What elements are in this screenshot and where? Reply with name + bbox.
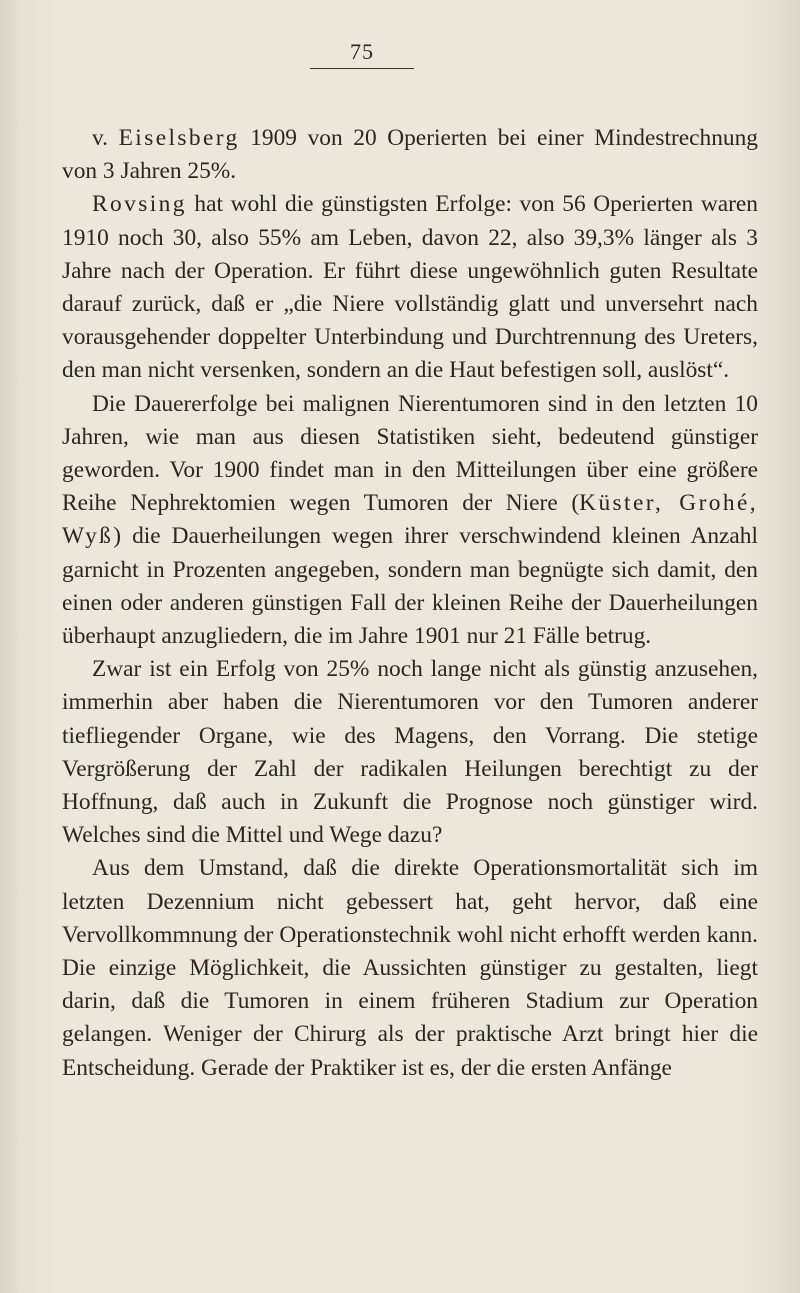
author-name: Eiselsberg xyxy=(118,125,240,151)
paragraph xyxy=(62,852,758,1084)
author-name: Rovsing xyxy=(92,191,187,218)
body-text xyxy=(62,122,758,1085)
paragraph-text: ) die Dauerheilungen wegen ihrer verschwindend kleinen Anzahl garnicht in Prozenten angegeben, sondern man begnügte sich damit, den einen oder anderen günstigen Fall der kleinen Reihe der Dauerheilungen überhaupt anzugliedern, die im Jahre 1901 nur 21 Fälle betrug. xyxy=(62,523,758,650)
page-header xyxy=(310,40,414,69)
paragraph xyxy=(62,188,758,387)
header-rule xyxy=(310,68,414,69)
paragraph-text: v. xyxy=(92,125,119,151)
paragraph-text: Die Dauererfolge bei malignen Nierentumoren sind in den letzten 10 Jahren, wie man aus diesen Statistiken sieht, bedeutend günstiger geworden. Vor 1900 findet man in den Mitteilungen über eine größere Reihe Nephrektomien wegen Tumoren der Niere ( xyxy=(62,390,758,517)
paragraph xyxy=(62,122,758,188)
paragraph-text: hat wohl die günstigsten Erfolge: von 56 Operierten waren 1910 noch 30, also 55% am Leben, davon 22, also 39,3% länger als 3 Jahre nach der Operation. Er führt diese ungewöhnlich guten Resultate darauf zurück, daß er „die Niere vollständig glatt und unversehrt nach vorausgehender doppelter Unterbindung und Durchtrennung des Ureters, den man nicht versenken, sondern an die Haut befestigen soll, auslöst“. xyxy=(62,191,758,384)
paragraph-text: Aus dem Umstand, daß die direkte Operationsmortalität sich im letzten Dezennium nicht gebessert hat, geht hervor, daß eine Vervollkommnung der Operationstechnik wohl nicht erhofft werden kann. Die einzige Möglichkeit, die Aussichten günstiger zu gestalten, liegt darin, daß die Tumoren in einem früheren Stadium zur Operation gelangen. Weniger der Chirurg als der praktische Arzt bringt hier die Entscheidung. Gerade der Praktiker ist es, der die ersten Anfänge xyxy=(62,855,758,1081)
paragraph-text: Zwar ist ein Erfolg von 25% noch lange nicht als günstig anzusehen, immerhin aber haben die Nierentumoren vor den Tumoren anderer tiefliegender Organe, wie des Magens, den Vorrang. Die stetige Vergrößerung der Zahl der radikalen Heilungen berechtigt zu der Hoffnung, daß auch in Zukunft die Prognose noch günstiger wird. Welches sind die Mittel und Wege dazu? xyxy=(62,656,758,849)
page-number: 75 xyxy=(350,39,374,64)
paragraph xyxy=(62,388,758,654)
paragraph xyxy=(62,653,758,852)
paragraph-text: 1909 von 20 Operierten bei einer Mindestrechnung von 3 Jahren 25%. xyxy=(62,125,758,185)
author-name: Küster, Grohé, Wyß xyxy=(62,490,758,550)
